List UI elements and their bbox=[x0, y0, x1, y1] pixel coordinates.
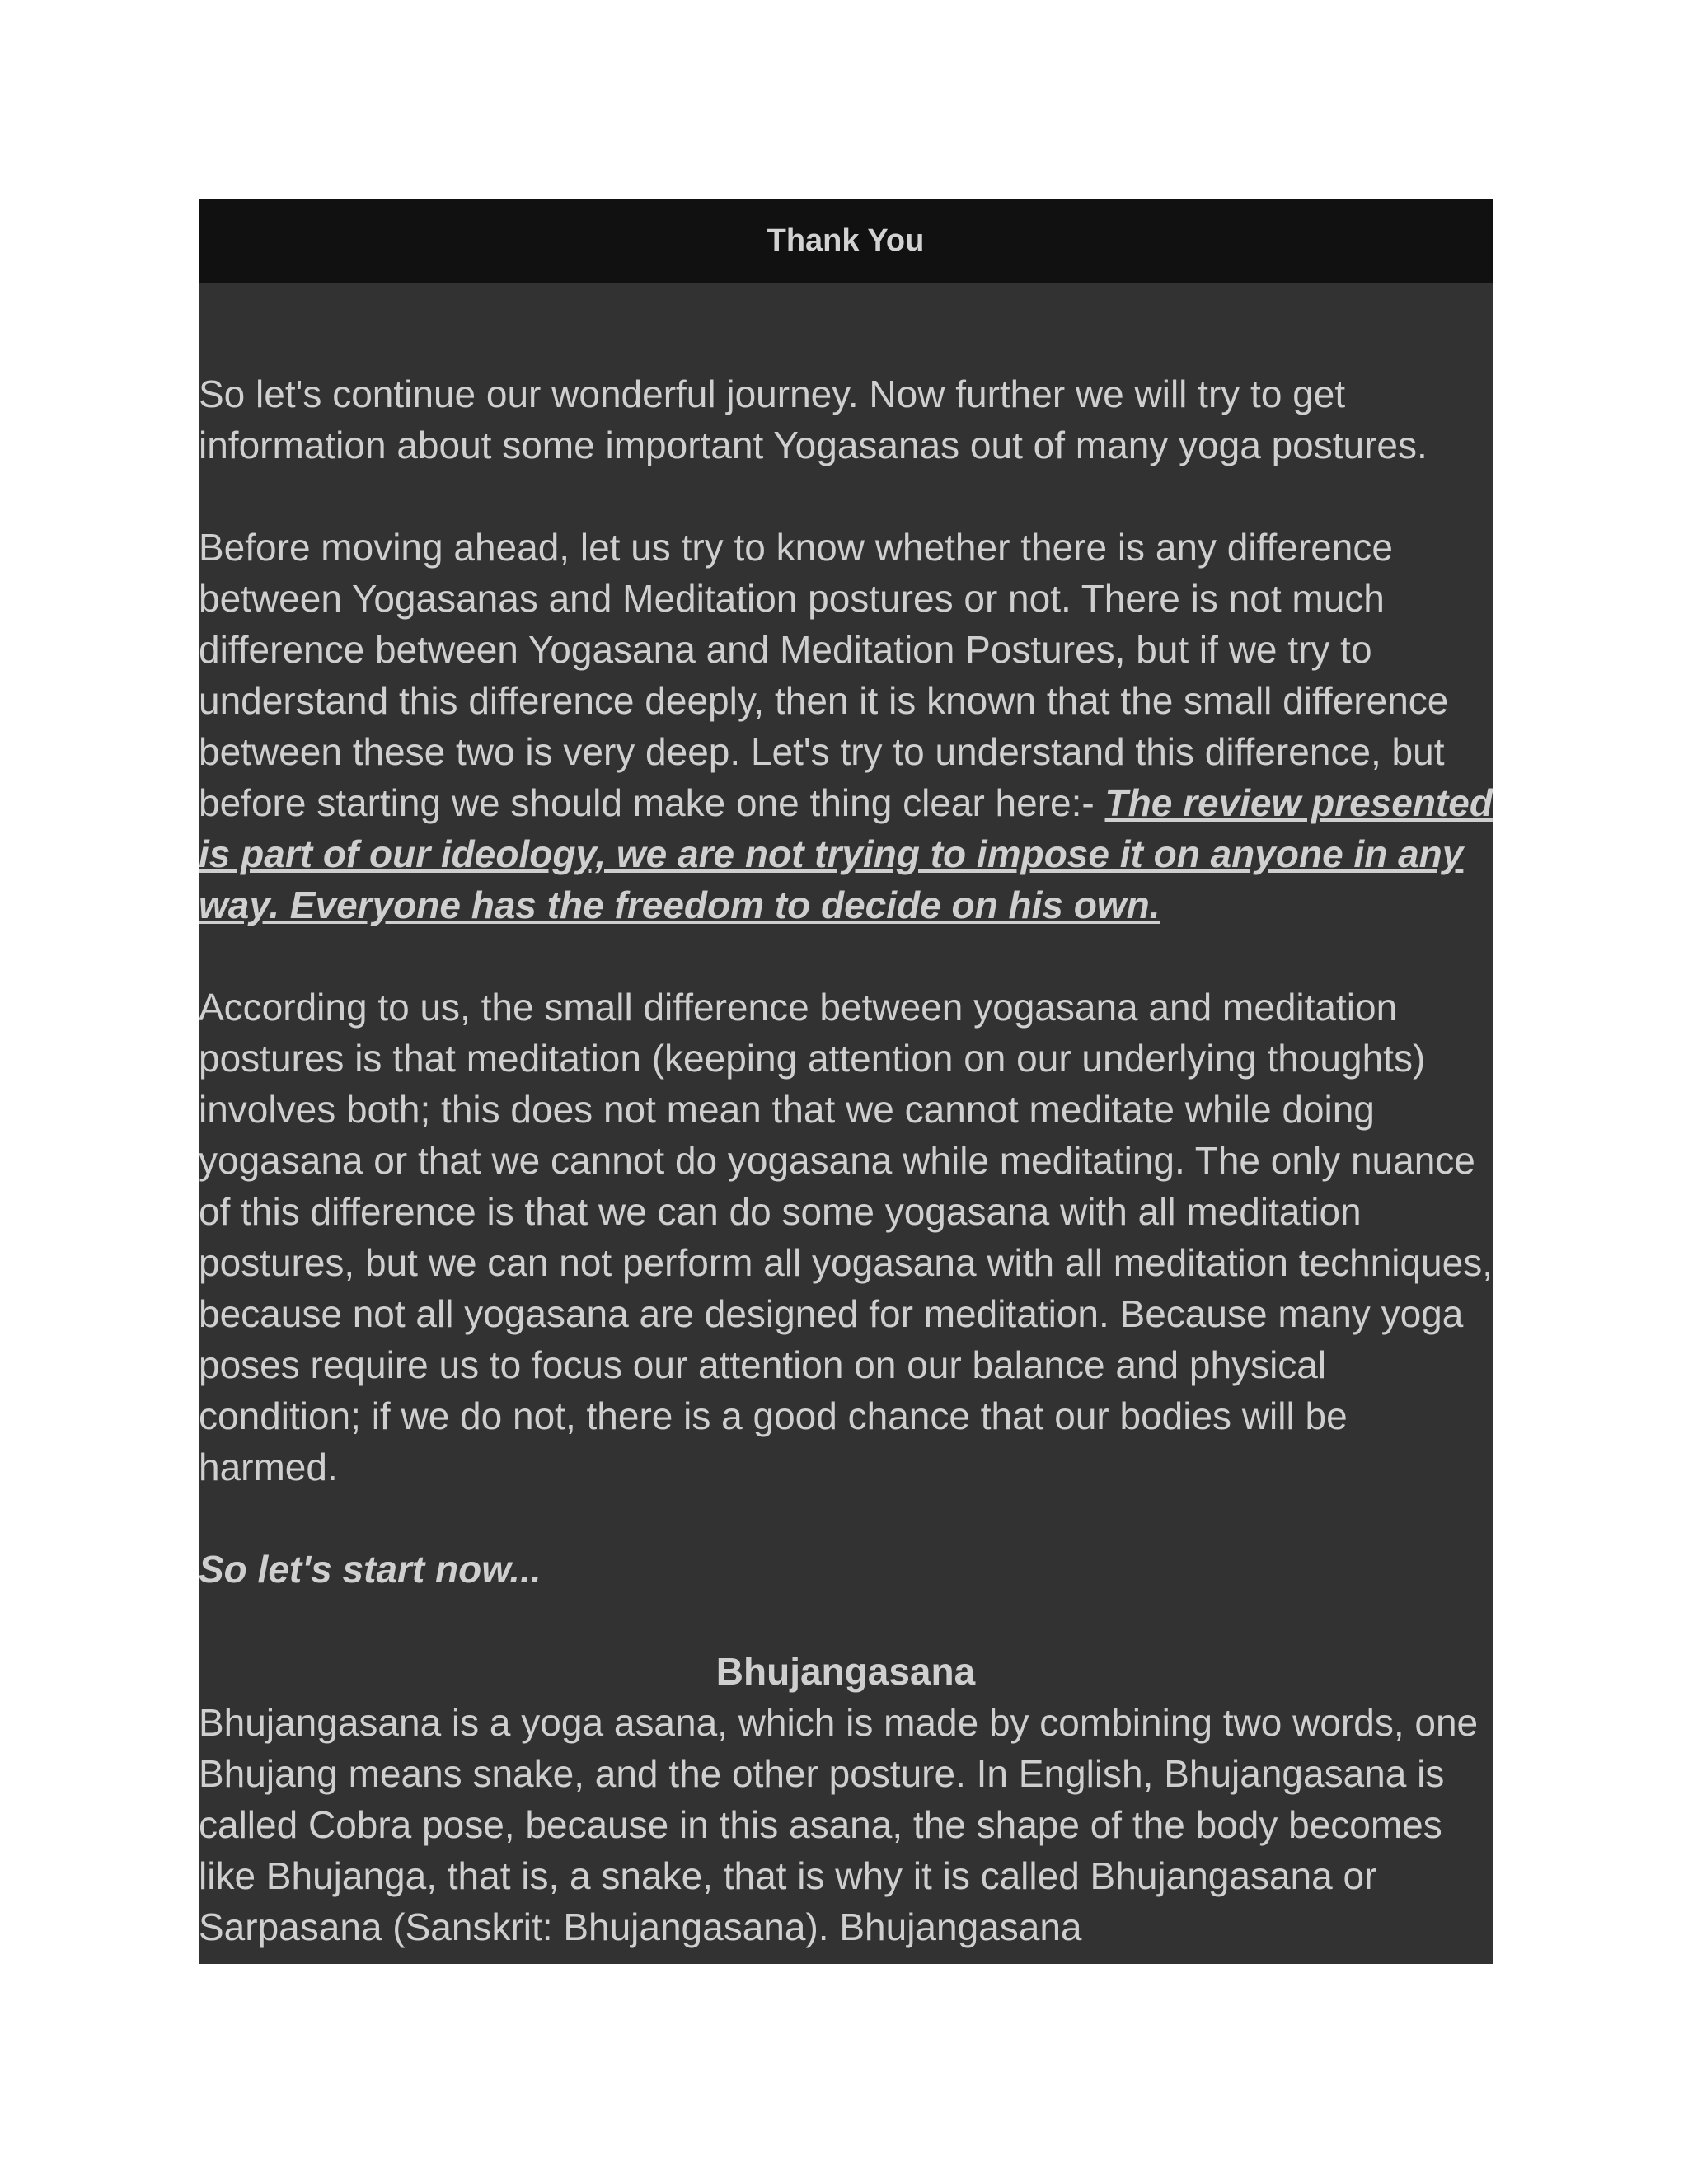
document-page bbox=[199, 199, 1493, 1964]
disclaimer-text: The review presented is part of our ideology, we are not trying to impose it on anyone in any way. Everyone has the freedom to decide on his own. bbox=[199, 781, 1493, 926]
page-title: Thank You bbox=[767, 223, 925, 258]
paragraph-difference bbox=[199, 522, 1493, 930]
paragraph-explanation: According to us, the small difference between yogasana and meditation postures is that meditation (keeping attention on our underlying thoughts) involves both; this does not mean that we cannot meditate while doing yogasana or that we cannot do yogasana while meditating. The only nuance of this difference is that we can do some yogasana with all meditation postures, but we can not perform all yogasana with all meditation techniques, because not all yogasana are designed for meditation. Because many yoga poses require us to focus our attention on our balance and physical condition; if we do not, there is a good chance that our bodies will be harmed. bbox=[199, 986, 1493, 1488]
paragraph-difference-text: Before moving ahead, let us try to know whether there is any difference between Yogasanas and Meditation postures or not. There is not much difference between Yogasana and Meditation Postures, but if we try to understand this difference deeply, then it is known that the small difference between these two is very deep. Let's try to understand this difference, but before starting we should make one thing clear here:- bbox=[199, 526, 1449, 824]
paragraph-intro: So let's continue our wonderful journey. Now further we will try to get information about some important Yogasanas out of many yoga postures. bbox=[199, 373, 1428, 466]
section-heading: Bhujangasana bbox=[715, 1650, 976, 1693]
section-body: Bhujangasana is a yoga asana, which is made by combining two words, one Bhujang means snake, and the other posture. In English, Bhujangasana is called Cobra pose, because in this asana, the shape of the body becomes like Bhujanga, that is, a snake, that is why it is called Bhujangasana or Sarpasana (Sanskrit: Bhujangasana). Bhujangasana bbox=[199, 1701, 1479, 1948]
paragraph-start: So let's start now... bbox=[199, 1548, 542, 1591]
document-body bbox=[199, 283, 1493, 1952]
title-bar bbox=[199, 199, 1493, 283]
